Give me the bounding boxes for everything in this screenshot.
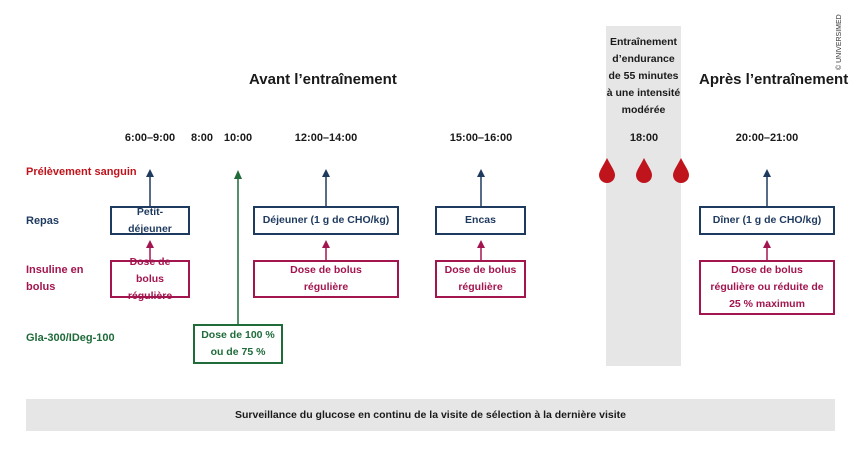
bolus-line: Dose de bolus [129,255,171,285]
arrow-up-icon [146,169,154,206]
bolus-box-lunch [253,260,399,298]
time-label: 18:00 [629,132,659,144]
arrow-up-icon [322,240,330,260]
time-label: 15:00–16:00 [449,132,513,144]
meal-box-breakfast: Petit-déjeuner [110,206,190,235]
row-label-basal: Gla-300/IDeg-100 [26,332,115,344]
arrow-up-icon [763,240,771,260]
bolus-line: Dose de bolus [731,264,803,276]
arrow-up-icon [763,169,771,206]
training-line: d’endurance [612,53,675,65]
header-before-training: Avant l’entraînement [249,71,397,88]
row-label-bolus [26,262,83,296]
row-label-meals: Repas [26,215,60,227]
bolus-box-dinner [699,260,835,315]
training-line: modérée [621,104,666,116]
basal-dose-box [193,324,283,364]
arrow-up-icon [322,169,330,206]
time-label: 8:00 [190,132,214,144]
arrow-up-icon [234,170,242,324]
bolus-line: régulière [127,289,173,302]
time-label: 6:00–9:00 [124,132,176,144]
basal-dose-line: ou de 75 % [210,346,266,358]
blood-drop-icon [636,158,652,183]
bolus-box-breakfast [110,255,190,302]
meal-box-lunch: Déjeuner (1 g de CHO/kg) [253,206,399,235]
training-line: à une intensité [606,87,681,99]
bolus-line: régulière [303,281,349,293]
arrow-up-icon [477,240,485,260]
bolus-line: Dose de bolus [444,264,517,276]
cgm-text: Surveillance du glucose en continu de la visite de sélection à la dernière visite [235,409,626,421]
row-label-line: bolus [26,281,56,293]
time-label: 12:00–14:00 [294,132,358,144]
time-label: 20:00–21:00 [735,132,799,144]
row-label-line: Insuline en [26,264,84,276]
basal-dose-line: Dose de 100 % [201,329,275,341]
meal-box-snack: Encas [435,206,526,235]
blood-drop-icon [673,158,689,183]
training-line: Entraînement [609,36,678,48]
bolus-line: régulière ou réduite de [710,281,824,293]
header-after-training: Après l’entraînement [699,71,849,88]
copyright-text: © UNIVERSIMED [836,14,843,70]
bolus-line: régulière [458,281,503,293]
bolus-box-snack [435,260,526,298]
bolus-line: Dose de bolus [290,264,362,276]
meal-box-dinner: Dîner (1 g de CHO/kg) [699,206,835,235]
copyright-notice [836,10,848,70]
time-label: 10:00 [223,132,253,144]
arrow-up-icon [477,169,485,206]
cgm-bar [26,399,835,431]
blood-drop-icon [599,158,615,183]
training-line: de 55 minutes [608,70,679,82]
bolus-line: 25 % maximum [729,298,805,310]
row-label-blood-sampling: Prélèvement sanguin [26,166,137,178]
